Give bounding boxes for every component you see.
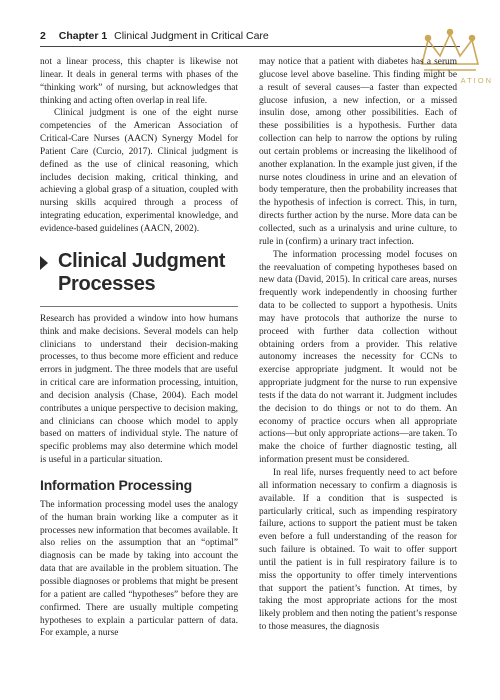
right-column	[259, 56, 457, 696]
header-divider	[40, 46, 460, 47]
left-column	[40, 56, 238, 696]
body-paragraph: Research has provided a window into how humans think and make decisions. Several models can help clinicians to understand their decision-making processes, to thus become more efficient and reduce errors in judgment. The three models that are useful in critical care are information processing, intuition, and decision analysis (Chase, 2004). Each model contributes a unique perspective to decision making, and clinicians can choose which model to apply based on matters of individual style. The nature of specific problems may also determine which model is useful in a particular situation.	[40, 313, 238, 466]
running-header	[40, 30, 460, 46]
subsection-heading: Information Processing	[40, 476, 192, 493]
section-arrow-icon	[40, 256, 48, 270]
body-paragraph: not a linear process, this chapter is likewise not linear. It deals in general terms with phases of the “thinking work” of nursing, but acknowledges that thinking and acting often overlap in real life.	[40, 57, 238, 106]
body-paragraph: In real life, nurses frequently need to act before all information necessary to confirm a diagnosis is available. If a condition that is suspected is particularly critical, such as impending respiratory failure, actions to support the patient must be taken even before a full understanding of the reason for such failure is obtained. To wait to offer support until the patient is in full respiratory failure is to miss the opportunity to offer timely interventions that support the patient’s function. At times, by taking the most appropriate actions for the most likely problem and then noting the patient’s response to those measures, the diagnosis	[259, 468, 457, 633]
section-title-line2: Processes	[58, 272, 156, 295]
body-paragraph: may notice that a patient with diabetes has a serum glucose level above baseline. This finding might be a result of several causes—a faster than expected glucose infusion, a new infection, or a missed insulin dose, among other possibilities. Each of these possibilities is a hypothesis. Further data collection can help to narrow the options by ruling out certain problems or increasing the likelihood of another explanation. In the example just given, if the nurse notes cloudiness in urine and an elevation of body temperature, then the probability increases that the hypothesis of infection is correct. This, in turn, directs further action by the nurse. More data can be collected, such as a urinalysis and urine culture, to rule in (confirm) a urinary tract infection.	[259, 57, 457, 247]
watermark-text: ATION	[460, 76, 493, 85]
section-title-line1: Clinical Judgment	[58, 249, 226, 272]
page-number: 2	[40, 30, 46, 42]
section-divider	[40, 306, 238, 307]
body-paragraph: Clinical judgment is one of the eight nurse competencies of the American Association of Critical-Care Nurses (AACN) Synergy Model for Patient Care (Curcio, 2017). Clinical judgment is defined as the use of clinical reasoning, which includes decision making, critical thinking, and achieving a global grasp of a situation, coupled with nursing skills acquired through a process of integrating education, experimental knowledge, and evidence-based guidelines (AACN, 2002).	[40, 108, 238, 234]
body-paragraph: The information processing model uses the analogy of the human brain working like a computer as it processes new information that becomes available. It also relies on the assumption that an “optimal” diagnosis can be made by taking into account the data that are available in the problem situation. The possible diagnoses or problems that might be present for a patient are called “hypotheses” before they are confirmed. There are usually multiple competing hypotheses to explain a particular pattern of data. For example, a nurse	[40, 499, 238, 639]
section-heading	[40, 250, 238, 296]
chapter-title: Clinical Judgment in Critical Care	[114, 30, 269, 42]
chapter-label: Chapter 1	[58, 30, 108, 42]
body-paragraph: The information processing model focuses on the reevaluation of competing hypotheses based on new data (David, 2015). In critical care areas, nurses frequently work independently in choosing further data to be collected to support a hypothesis. Units may have protocols that authorize the nurse to proceed with further data collection without obtaining orders from a provider. This relative autonomy increases the necessity for CCNs to exercise appropriate judgment. It would not be appropriate judgment for the nurse to run expensive tests if the data do not warrant it. Judgment includes the decision to do things or not to do them. An economy of practice occurs when all appropriate actions—but only appropriate actions—are taken. To make the choice of further diagnostic testing, all information present must be considered.	[259, 249, 457, 466]
